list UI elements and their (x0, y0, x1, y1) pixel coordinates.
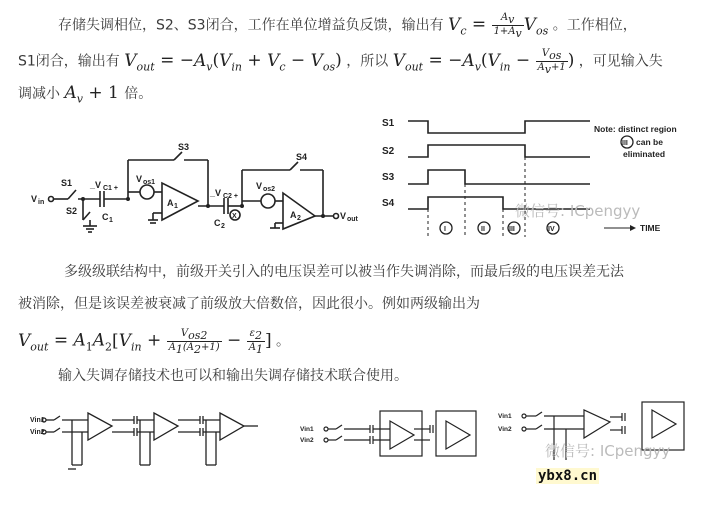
svg-text:Vin2: Vin2 (498, 426, 512, 433)
svg-text:S2: S2 (382, 146, 395, 157)
svg-text:S4: S4 (382, 198, 395, 209)
formula-vc: $V_c$ (448, 14, 467, 37)
svg-text:S2: S2 (66, 206, 78, 216)
formula-gain: $A_v$ (64, 83, 83, 106)
svg-text:A: A (290, 210, 297, 220)
svg-text:V: V (340, 211, 347, 221)
para2-formula: $V_{out} = A_1A_2[V_{in}$ + $\frac{V_{os2}}{A_1(A_2+1)}$ − $\frac{\varepsilon_2}{A_1}$ ] 。 (18, 328, 291, 356)
svg-text:S4: S4 (296, 152, 308, 162)
svg-text:V: V (136, 174, 143, 184)
svg-text:C1 +: C1 + (103, 185, 118, 192)
svg-text:os1: os1 (143, 179, 156, 186)
svg-text:os2: os2 (263, 186, 276, 193)
text: 。工作相位， (552, 17, 637, 34)
text: 调减小 (18, 86, 60, 102)
text: ，可见输入失 (578, 53, 663, 70)
text: 存储失调相位，S2、S3闭合，工作在单位增益负反馈，输出有 (58, 17, 444, 34)
circuit-multistage (30, 405, 270, 480)
svg-text:X: X (232, 213, 237, 220)
svg-text:S1: S1 (61, 178, 73, 188)
svg-text:Vin2: Vin2 (30, 429, 45, 436)
svg-text:IV: IV (548, 226, 555, 233)
svg-text:Vin1: Vin1 (498, 413, 512, 420)
svg-text:eliminated: eliminated (623, 149, 666, 159)
svg-text:_V: _V (90, 180, 102, 190)
circuit-ios-oos (298, 405, 478, 465)
watermark-2: 微信号: ICpengyy (545, 442, 671, 460)
svg-text:C: C (102, 212, 109, 222)
svg-text:A: A (167, 198, 174, 208)
formula-vout2: $V_{out}$ (392, 50, 424, 73)
para3: 输入失调存储技术也可以和输出失调存储技术联合使用。 (58, 368, 408, 384)
signal-s1: S1 (382, 118, 395, 129)
svg-text:V: V (256, 181, 263, 191)
svg-text:Note: distinct region: Note: distinct region (594, 124, 677, 134)
svg-text:S3: S3 (178, 142, 190, 152)
site-watermark: ybx8.cn (538, 468, 598, 484)
svg-text:S3: S3 (382, 172, 395, 183)
para1-line1: 存储失调相位，S2、S3闭合，工作在单位增益负反馈，输出有 $V_c$ = $\frac{A_v}{1+A_v}$ $V_{os}$ 。工作相位， (58, 12, 637, 40)
svg-text:1: 1 (174, 203, 178, 210)
svg-text:in: in (38, 199, 45, 206)
svg-text:2: 2 (221, 223, 225, 230)
text: 倍。 (124, 86, 153, 102)
svg-text:_V: _V (210, 188, 222, 198)
svg-text:Vin1: Vin1 (300, 426, 314, 433)
formula-vout1: $V_{out}$ (124, 50, 155, 73)
svg-text:TIME: TIME (640, 223, 661, 233)
svg-text:I: I (444, 226, 446, 233)
svg-text:III: III (509, 226, 515, 233)
svg-text:1: 1 (109, 217, 113, 224)
svg-text:Vin2: Vin2 (300, 437, 314, 444)
fraction: $\frac{A_v}{1+A_v}$ (493, 12, 522, 40)
svg-text:Vin1: Vin1 (30, 417, 45, 424)
para2-line1: 多级级联结构中，前级开关引入的电压误差可以被当作失调消除，而最后级的电压误差无法 (64, 264, 624, 280)
watermark-1: 微信号: ICpengyy (515, 202, 641, 220)
text: ，所以 (346, 53, 389, 70)
svg-text:III: III (622, 140, 628, 147)
para1-line2: S1闭合，输出有 $V_{out} = -A_v(V_{in} + V_c - V_{os})$ ，所以 $V_{out} = -A_v(V_{in}$ − $\frac{V_{os}}{A_v+1}$ ) ，可见输入失 (18, 48, 663, 76)
text: 。 (276, 333, 291, 350)
timing-diagram (378, 112, 708, 242)
svg-text:V: V (31, 194, 38, 204)
svg-text:II: II (481, 226, 485, 233)
para1-line3: 调减小 $A_v + 1$ 倍。 (18, 83, 153, 106)
para2-line2: 被消除，但是该误差被衰减了前级放大倍数倍，因此很小。例如两级输出为 (18, 296, 480, 312)
circuit-diagram-ios (28, 128, 358, 238)
svg-text:C2 +: C2 + (223, 193, 238, 200)
svg-text:2: 2 (297, 215, 301, 222)
svg-text:can be: can be (636, 137, 663, 147)
svg-text:out: out (347, 216, 358, 223)
text: S1闭合，输出有 (18, 53, 120, 70)
svg-text:C: C (214, 218, 221, 228)
